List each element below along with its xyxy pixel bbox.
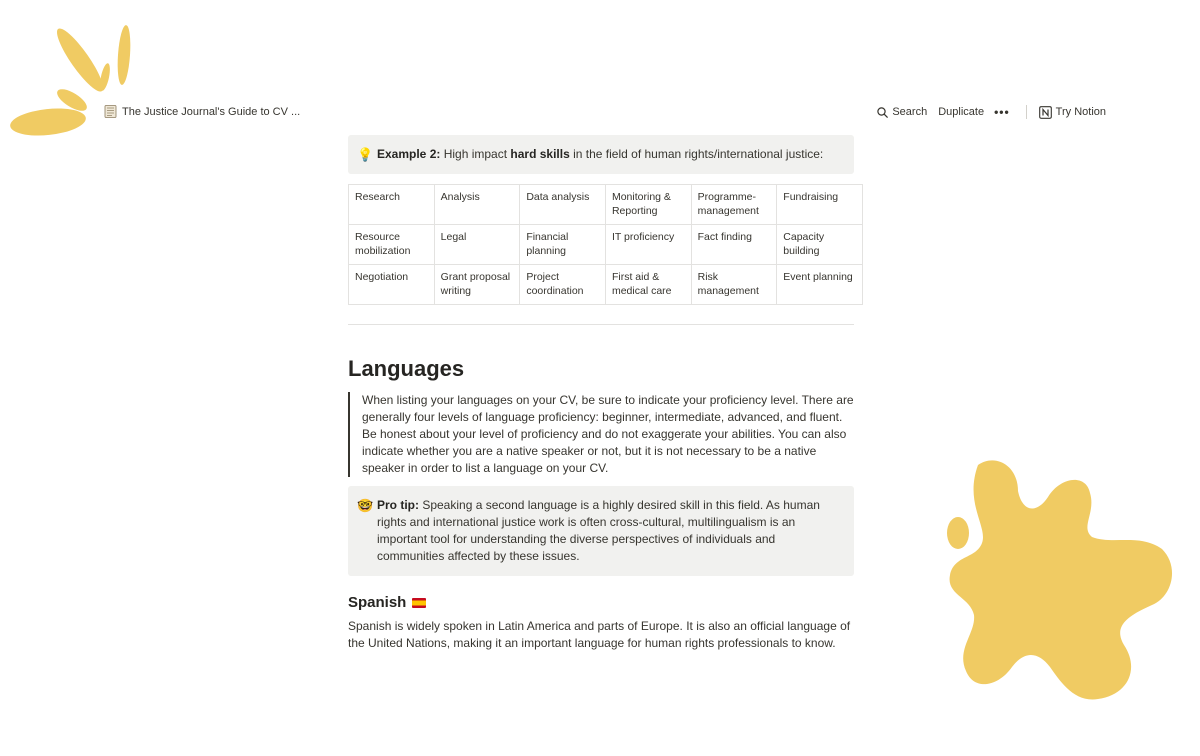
- more-dots-icon: •••: [994, 105, 1010, 119]
- top-bar: [0, 100, 1200, 126]
- table-cell[interactable]: Programme-management: [691, 185, 777, 225]
- notebook-icon: [104, 105, 117, 118]
- table-cell[interactable]: IT proficiency: [605, 225, 691, 265]
- spanish-paragraph: Spanish is widely spoken in Latin America and parts of Europe. It is also an official language of the United Nations, making it an important language for human rights professionals to know.: [348, 619, 851, 650]
- breadcrumb-page[interactable]: [104, 105, 300, 118]
- callout-example-2: [348, 135, 854, 174]
- duplicate-label: Duplicate: [938, 106, 985, 118]
- languages-quote: When listing your languages on your CV, be sure to indicate your proficiency level. There are generally four levels of language proficiency: beginner, intermediate, advanced, and fluent. Be honest about your level of proficiency and do not exaggerate your abilities. You can also indicate whether you are a native speaker or not, but it is not necessary to be a native speaker in order to list a language on your CV.: [348, 392, 854, 477]
- pro-tip-label: Pro tip:: [377, 498, 419, 512]
- topbar-actions: [877, 105, 1106, 119]
- table-row: [349, 185, 863, 225]
- table-row: [349, 265, 863, 305]
- more-options-button[interactable]: [994, 105, 1010, 119]
- table-cell[interactable]: Legal: [434, 225, 520, 265]
- hard-skills-table: [348, 184, 863, 305]
- table-cell[interactable]: Capacity building: [777, 225, 863, 265]
- table-cell[interactable]: Risk management: [691, 265, 777, 305]
- table-cell[interactable]: Resource mobilization: [349, 225, 435, 265]
- callout-text: [377, 146, 823, 163]
- table-cell[interactable]: Fact finding: [691, 225, 777, 265]
- table-cell[interactable]: First aid & medical care: [605, 265, 691, 305]
- table-cell[interactable]: Data analysis: [520, 185, 606, 225]
- table-cell[interactable]: Fundraising: [777, 185, 863, 225]
- try-notion-label: Try Notion: [1055, 106, 1106, 118]
- pro-tip-body: Speaking a second language is a highly desired skill in this field. As human rights and international justice work is often cross-cultural, multilingualism is an important tool for understanding the diverse perspectives of individuals and communities affected by these issues.: [377, 498, 820, 563]
- search-label: Search: [892, 106, 928, 118]
- section-divider: [348, 324, 854, 325]
- page-content: [348, 135, 854, 652]
- table-cell[interactable]: Financial planning: [520, 225, 606, 265]
- spain-flag-icon: [412, 598, 426, 608]
- table-cell[interactable]: Negotiation: [349, 265, 435, 305]
- callout-label: Example 2:: [377, 147, 441, 161]
- search-icon: [877, 107, 888, 118]
- table-row: [349, 225, 863, 265]
- notion-logo-icon: [1039, 106, 1052, 119]
- callout-text-after: in the field of human rights/international justice:: [569, 147, 824, 161]
- callout-pro-tip: [348, 486, 854, 576]
- table-cell[interactable]: Monitoring & Reporting: [605, 185, 691, 225]
- table-cell[interactable]: Analysis: [434, 185, 520, 225]
- page-title: The Justice Journal's Guide to CV ...: [122, 105, 301, 118]
- yellow-splash-bottom-right: [940, 455, 1180, 705]
- table-cell[interactable]: Event planning: [777, 265, 863, 305]
- callout-text-before: High impact: [440, 147, 511, 161]
- table-cell[interactable]: Project coordination: [520, 265, 606, 305]
- callout-bold-text: hard skills: [510, 147, 570, 161]
- nerd-face-icon: 🤓: [357, 498, 374, 513]
- topbar-divider: [1026, 105, 1027, 119]
- table-cell[interactable]: Grant proposal writing: [434, 265, 520, 305]
- languages-heading: Languages: [348, 356, 465, 381]
- table-cell[interactable]: Research: [349, 185, 435, 225]
- lightbulb-icon: 💡: [357, 147, 374, 162]
- try-notion-button[interactable]: [1039, 106, 1106, 119]
- spanish-heading: [348, 593, 854, 613]
- search-button[interactable]: [877, 106, 927, 118]
- spanish-heading-text: Spanish: [348, 594, 407, 611]
- duplicate-button[interactable]: [938, 106, 984, 118]
- pro-tip-text: [377, 497, 840, 565]
